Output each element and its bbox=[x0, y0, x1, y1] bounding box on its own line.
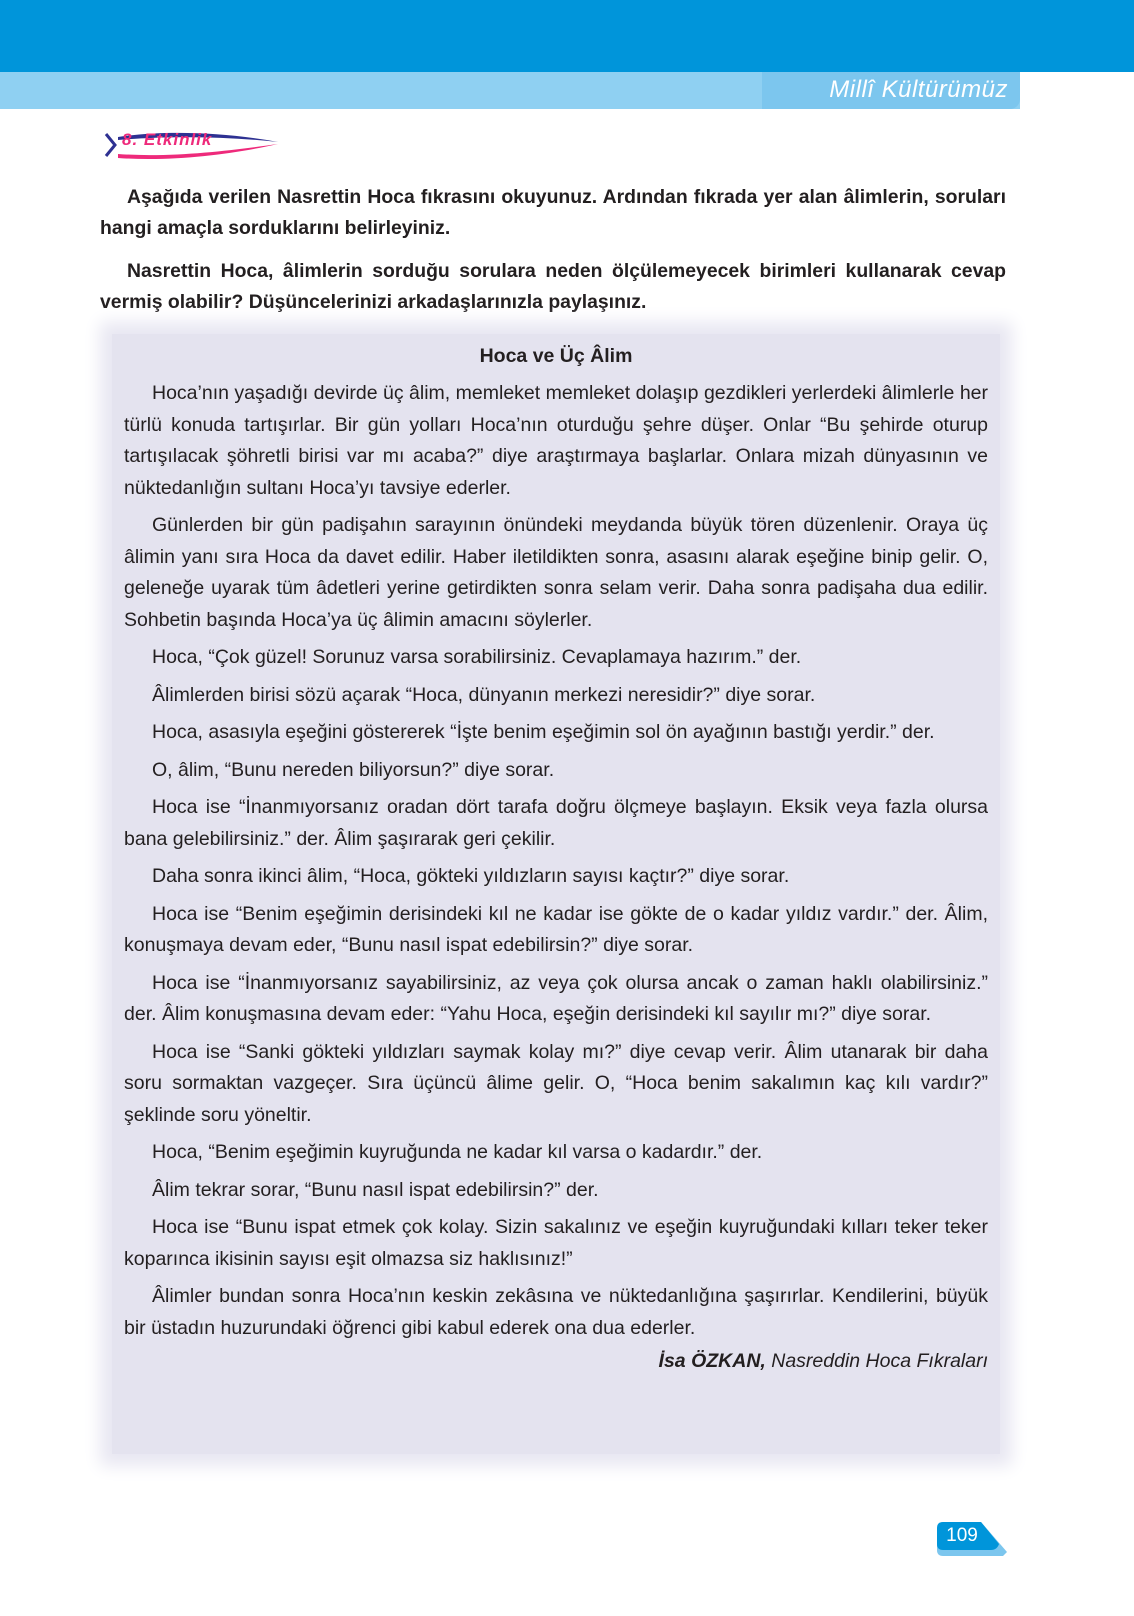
story-paragraph: Hoca, “Benim eşeğimin kuyruğunda ne kadar kıl varsa o kadardır.” der. bbox=[152, 1141, 763, 1163]
story-paragraph: Hoca ise “İnanmıyorsanız sayabilirsiniz, az veya çok olursa ancak o zaman haklı olabilirsiniz.” der. Âlim konuşmasına devam eder: “Yahu Hoca, eşeğin derisindeki kıl sayılır mı?” diye sorar. bbox=[124, 971, 988, 1025]
story-paragraph: Hoca ise “Bunu ispat etmek çok kolay. Sizin sakalınız ve eşeğin kuyruğundaki kılları teker teker koparınca ikisinin sayısı eşit olmazsa siz haklısınız!” bbox=[124, 1216, 988, 1270]
story-paragraph: Hoca’nın yaşadığı devirde üç âlim, memleket memleket dolaşıp gezdikleri yerlerdeki âlimlerle her türlü konuda tartışırlar. Bir gün yolları Hoca’nın oturduğu şehre düşer. Onlar “Bu şehirde oturup tartışılacak şöhretli birisi var mı acaba?” diye araştırmaya başlarlar. Onlara mizah dünyasının ve nüktedanlığın sultanı Hoca’yı tavsiye ederler. bbox=[124, 382, 988, 499]
story-paragraph: Daha sonra ikinci âlim, “Hoca, gökteki yıldızların sayısı kaçtır?” diye sorar. bbox=[152, 865, 790, 887]
story-paragraph: Âlim tekrar sorar, “Bunu nasıl ispat edebilirsin?” der. bbox=[152, 1178, 599, 1201]
source-author: İsa ÖZKAN, bbox=[658, 1350, 766, 1372]
story-paragraph: Hoca ise “Benim eşeğimin derisindeki kıl ne kadar ise gökte de o kadar yıldız vardır.” der. Âlim, konuşmaya devam eder, “Bunu nasıl ispat edebilirsin?” diye sorar. bbox=[124, 902, 988, 956]
activity-label: 8. Etkinlik bbox=[122, 130, 213, 149]
story-title: Hoca ve Üç Âlim bbox=[479, 345, 633, 367]
activity-arrow-icon bbox=[106, 134, 115, 156]
page-number: 109 bbox=[946, 1525, 978, 1546]
story-paragraph: Âlimler bundan sonra Hoca’nın keskin zekâsına ve nüktedanlığına şaşırırlar. Kendilerini, büyük bir üstadın huzurundaki öğrenci gibi kabul ederek ona dua ederler. bbox=[124, 1285, 988, 1339]
story-source bbox=[124, 1346, 988, 1377]
story-paragraph: Hoca ise “Sanki gökteki yıldızları saymak kolay mı?” diye cevap verir. Âlim utanarak bir daha soru sormaktan vazgeçer. Sıra üçüncü âlime gelir. O, “Hoca benim sakalımın kaç kılı vardır?” şeklinde soru yöneltir. bbox=[124, 1040, 988, 1126]
header-band bbox=[0, 0, 1134, 72]
section-title: Millî Kültürümüz bbox=[829, 76, 1008, 103]
story-paragraph: Hoca ise “İnanmıyorsanız oradan dört tarafa doğru ölçmeye başlayın. Eksik veya fazla olursa bana gelebilirsiniz.” der. Âlim şaşırarak geri çekilir. bbox=[124, 796, 988, 850]
instruction-paragraph: Aşağıda verilen Nasrettin Hoca fıkrasını okuyunuz. Ardından fıkrada yer alan âlimlerin, soruları hangi amaçla sorduklarını belirleyiniz. bbox=[100, 186, 1006, 239]
story-paragraph: Hoca, “Çok güzel! Sorunuz varsa sorabilirsiniz. Cevaplamaya hazırım.” der. bbox=[152, 646, 802, 668]
instruction-paragraph: Nasrettin Hoca, âlimlerin sorduğu sorulara neden ölçülemeyecek birimleri kullanarak cevap vermiş olabilir? Düşüncelerinizi arkadaşlarınızla paylaşınız. bbox=[100, 260, 1006, 313]
source-title: Nasreddin Hoca Fıkraları bbox=[771, 1350, 988, 1372]
story bbox=[124, 340, 988, 1377]
story-paragraph: O, âlim, “Bunu nereden biliyorsun?” diye sorar. bbox=[152, 758, 555, 781]
story-paragraph: Günlerden bir gün padişahın sarayının önündeki meydanda büyük tören düzenlenir. Oraya üç âlimin yanı sıra Hoca da davet edilir. Haber iletildikten sonra, asasını alarak eşeğine binip gelir. O, geleneğe uyarak tüm âdetleri yerine getirdikten sonra selam verir. Daha sonra padişaha dua edilir. Sohbetin başında Hoca’ya üç âlimin amacını söylerler. bbox=[124, 514, 988, 631]
story-paragraph: Hoca, asasıyla eşeğini göstererek “İşte benim eşeğimin sol ön ayağının bastığı yerdir.” der. bbox=[152, 721, 935, 743]
activity-instructions bbox=[100, 182, 1006, 330]
story-paragraph: Âlimlerden birisi sözü açarak “Hoca, dünyanın merkezi neresidir?” diye sorar. bbox=[152, 683, 816, 706]
